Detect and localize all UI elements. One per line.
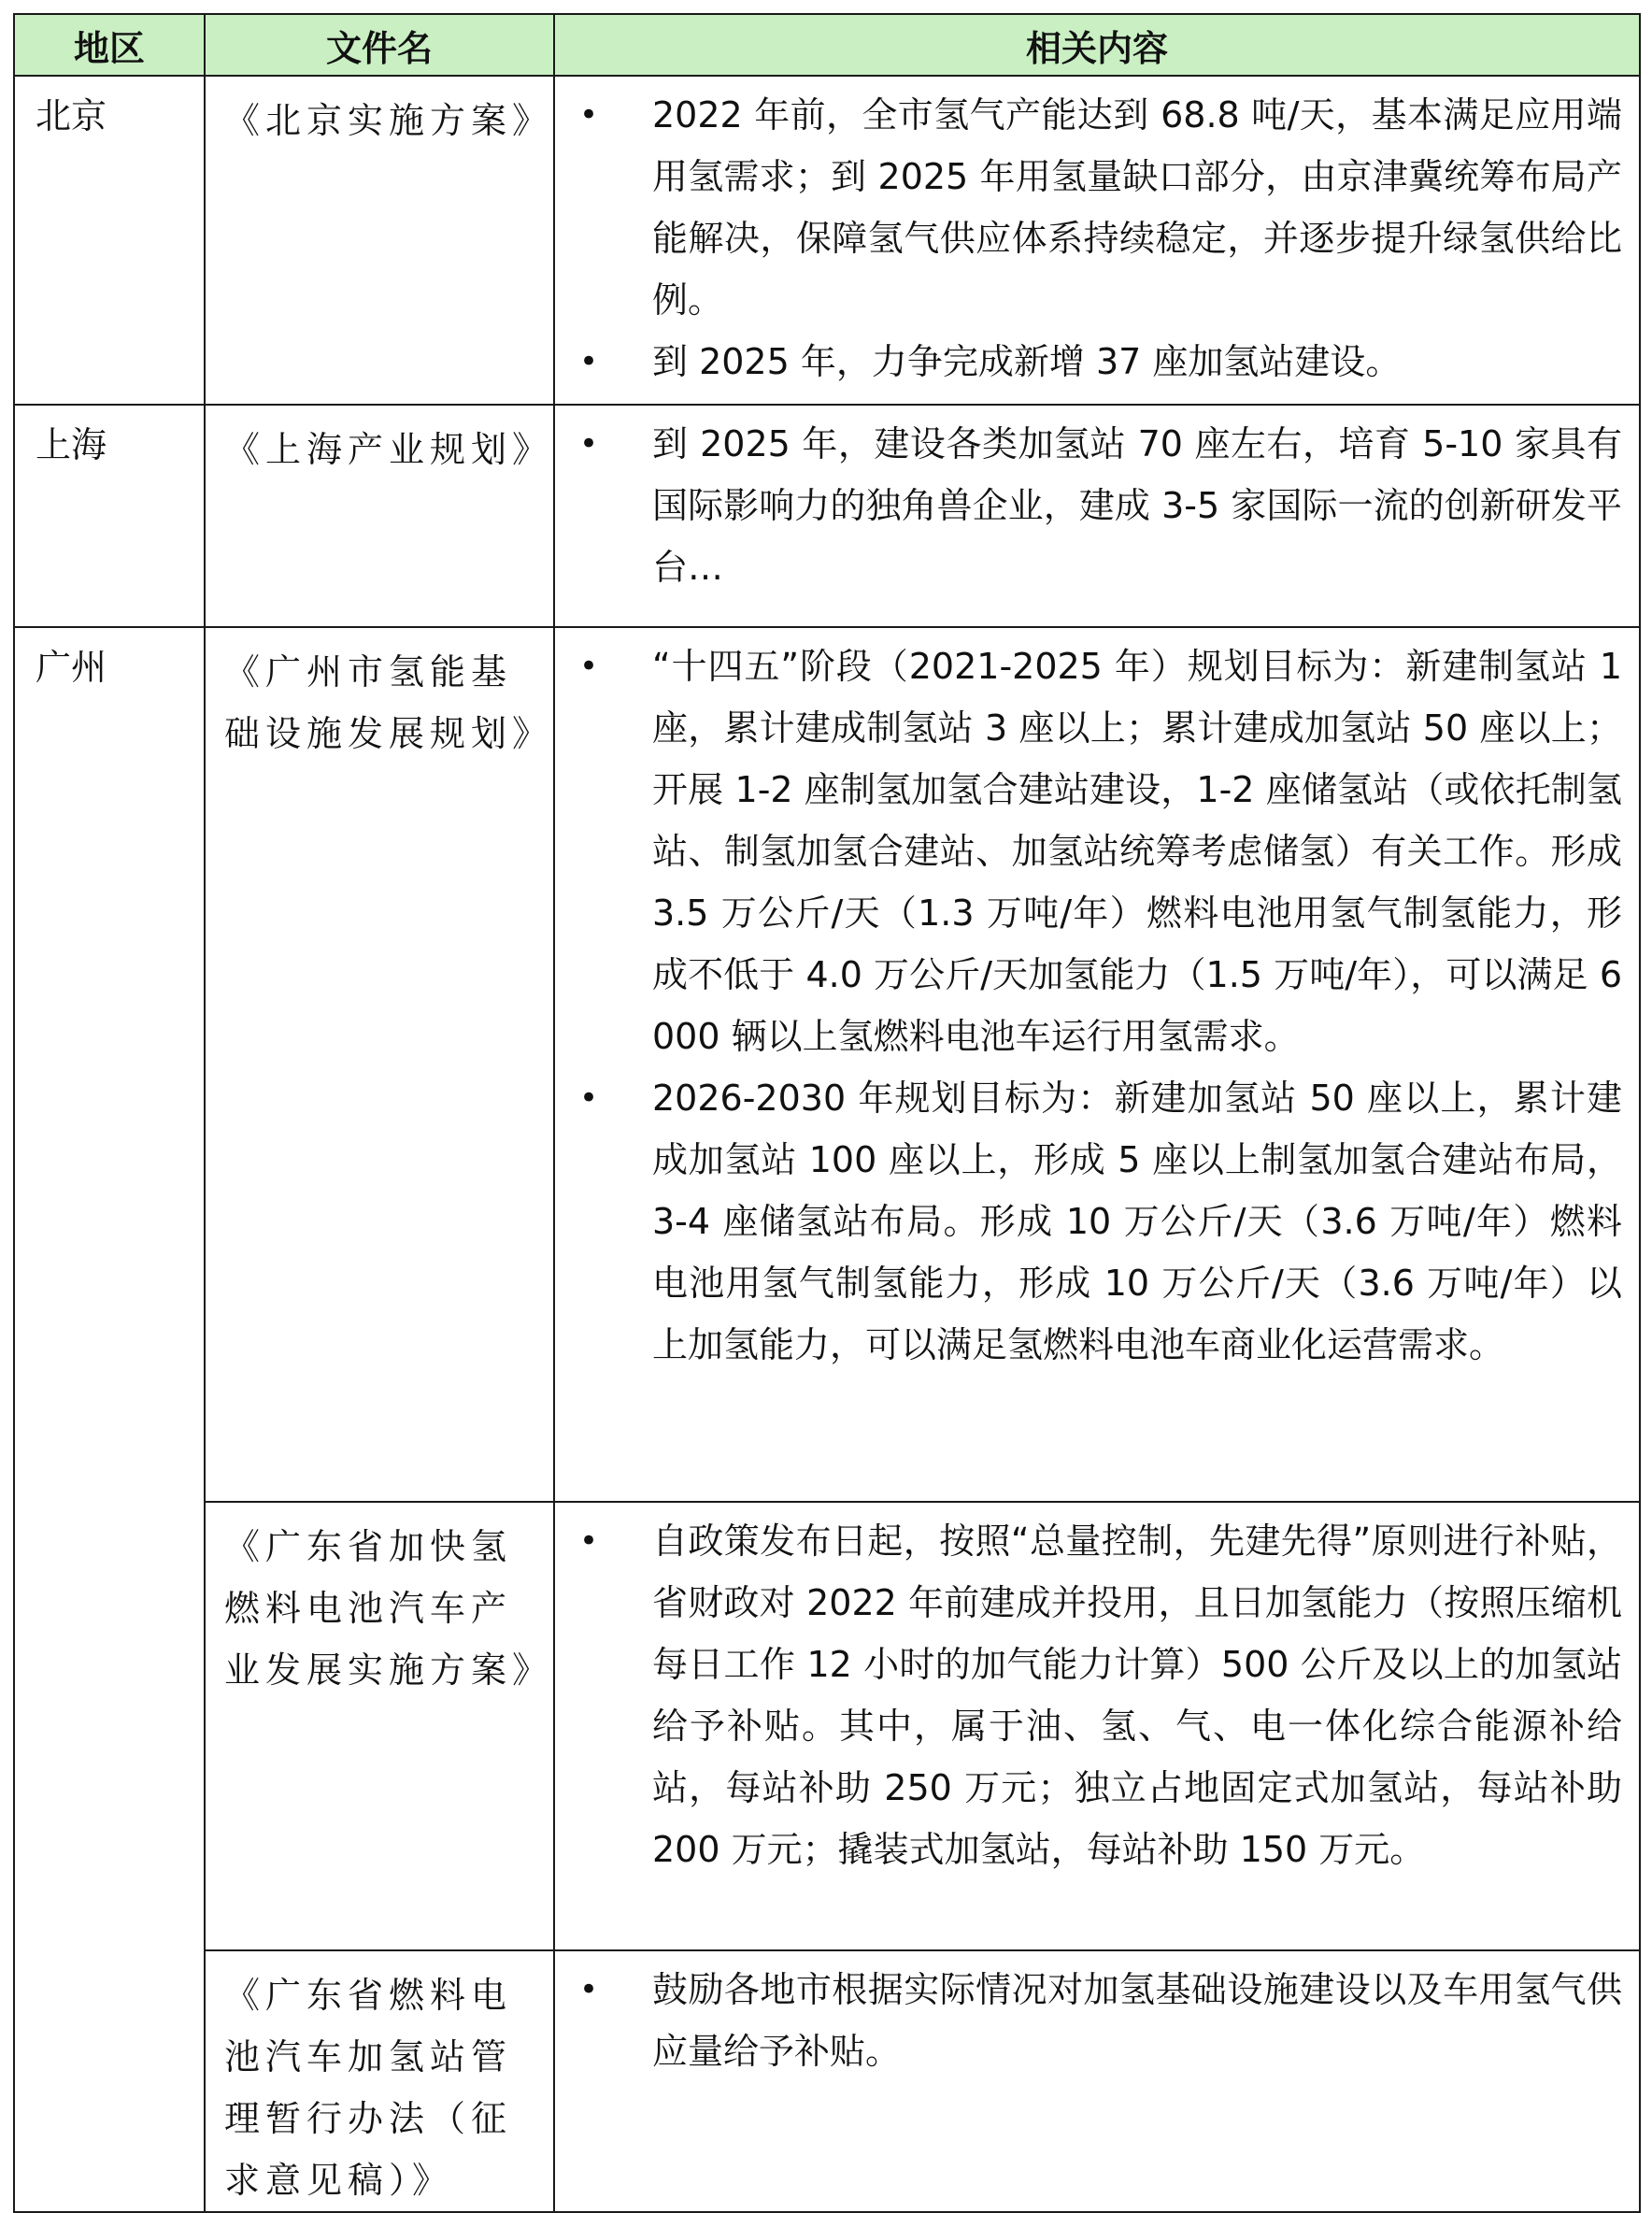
table-row-shanghai (14, 405, 1640, 627)
policy-table (13, 13, 1641, 2213)
list-item (555, 84, 1622, 331)
region-cell: 北京 (14, 76, 205, 405)
region-cell: 上海 (14, 405, 205, 627)
document-cell: 《广东省燃料电池汽车加氢站管理暂行办法（征求意见稿）》 (205, 1950, 554, 2212)
content-cell (554, 405, 1640, 627)
bullet-icon: • (579, 1971, 599, 2008)
list-item-text: 2026-2030 年规划目标为：新建加氢站 50 座以上，累计建成加氢站 100 座以上，形成 5 座以上制氢加氢合建站布局，3-4 座储氢站布局。形成 10 万公斤/天（3.6 万吨/年）燃料电池用氢气制氢能力，形成 10 万公斤/天（3.6 万吨/年）以上加氢能力，可以满足氢燃料电池车商业化运营需求。 (652, 1078, 1622, 1365)
table-row-guangzhou (14, 627, 1640, 1502)
bullet-icon: • (579, 1079, 599, 1117)
table-row-guangdong-measures (14, 1950, 1640, 2212)
list-item-text: 鼓励各地市根据实际情况对加氢基础设施建设以及车用氢气供应量给予补贴。 (652, 1969, 1622, 2072)
content-cell (554, 76, 1640, 405)
header-content: 相关内容 (554, 14, 1640, 76)
table-row-beijing (14, 76, 1640, 405)
content-cell (554, 627, 1640, 1502)
list-item (555, 413, 1622, 598)
bullet-icon: • (579, 96, 599, 134)
list-item (555, 1067, 1622, 1376)
list-item-text: 到 2025 年，力争完成新增 37 座加氢站建设。 (652, 341, 1402, 382)
bullet-list (555, 413, 1622, 598)
table-header-row (14, 14, 1640, 76)
list-item-text: 到 2025 年，建设各类加氢站 70 座左右，培育 5-10 家具有国际影响力的独角兽企业，建成 3-5 家国际一流的创新研发平台… (652, 423, 1622, 588)
bullet-list (555, 635, 1622, 1376)
bullet-list (555, 84, 1622, 393)
list-item-text: “十四五”阶段（2021-2025 年）规划目标为：新建制氢站 1 座，累计建成制氢站 3 座以上；累计建成加氢站 50 座以上；开展 1-2 座制氢加氢合建站建设，1-2 座储氢站（或依托制氢站、制氢加氢合建站、加氢站统筹考虑储氢）有关工作。形成 3.5 万公斤/天（1.3 万吨/年）燃料电池用氢气制氢能力，形成不低于 4.0 万公斤/天加氢能力（1.5 万吨/年），可以满足 6000 辆以上氢燃料电池车运行用氢需求。 (652, 646, 1622, 1057)
content-cell (554, 1950, 1640, 2212)
region-cell: 广州 (14, 627, 205, 2212)
list-item-text: 自政策发布日起，按照“总量控制，先建先得”原则进行补贴，省财政对 2022 年前建成并投用，且日加氢能力（按照压缩机每日工作 12 小时的加气能力计算）500 公斤及以上的加氢站给予补贴。其中，属于油、氢、气、电一体化综合能源补给站，每站补助 250 万元；独立占地固定式加氢站，每站补助 200 万元；撬装式加氢站，每站补助 150 万元。 (652, 1521, 1622, 1870)
bullet-icon: • (579, 648, 599, 685)
bullet-list (555, 1510, 1622, 1880)
list-item-text: 2022 年前，全市氢气产能达到 68.8 吨/天，基本满足应用端用氢需求；到 2025 年用氢量缺口部分，由京津冀统筹布局产能解决，保障氢气供应体系持续稳定，并逐步提升绿氢供给比例。 (652, 94, 1622, 321)
document-cell: 《广东省加快氢燃料电池汽车产业发展实施方案》 (205, 1502, 554, 1950)
list-item (555, 635, 1622, 1067)
list-item (555, 1510, 1622, 1880)
bullet-icon: • (579, 425, 599, 463)
list-item (555, 331, 1622, 393)
bullet-icon: • (579, 343, 599, 380)
bullet-list (555, 1959, 1622, 2082)
header-region: 地区 (14, 14, 205, 76)
document-cell: 《上海产业规划》 (205, 405, 554, 627)
bullet-icon: • (579, 1522, 599, 1560)
table-row-guangdong-plan (14, 1502, 1640, 1950)
header-document: 文件名 (205, 14, 554, 76)
content-cell (554, 1502, 1640, 1950)
document-cell: 《北京实施方案》 (205, 76, 554, 405)
document-cell: 《广州市氢能基础设施发展规划》 (205, 627, 554, 1502)
list-item (555, 1959, 1622, 2082)
